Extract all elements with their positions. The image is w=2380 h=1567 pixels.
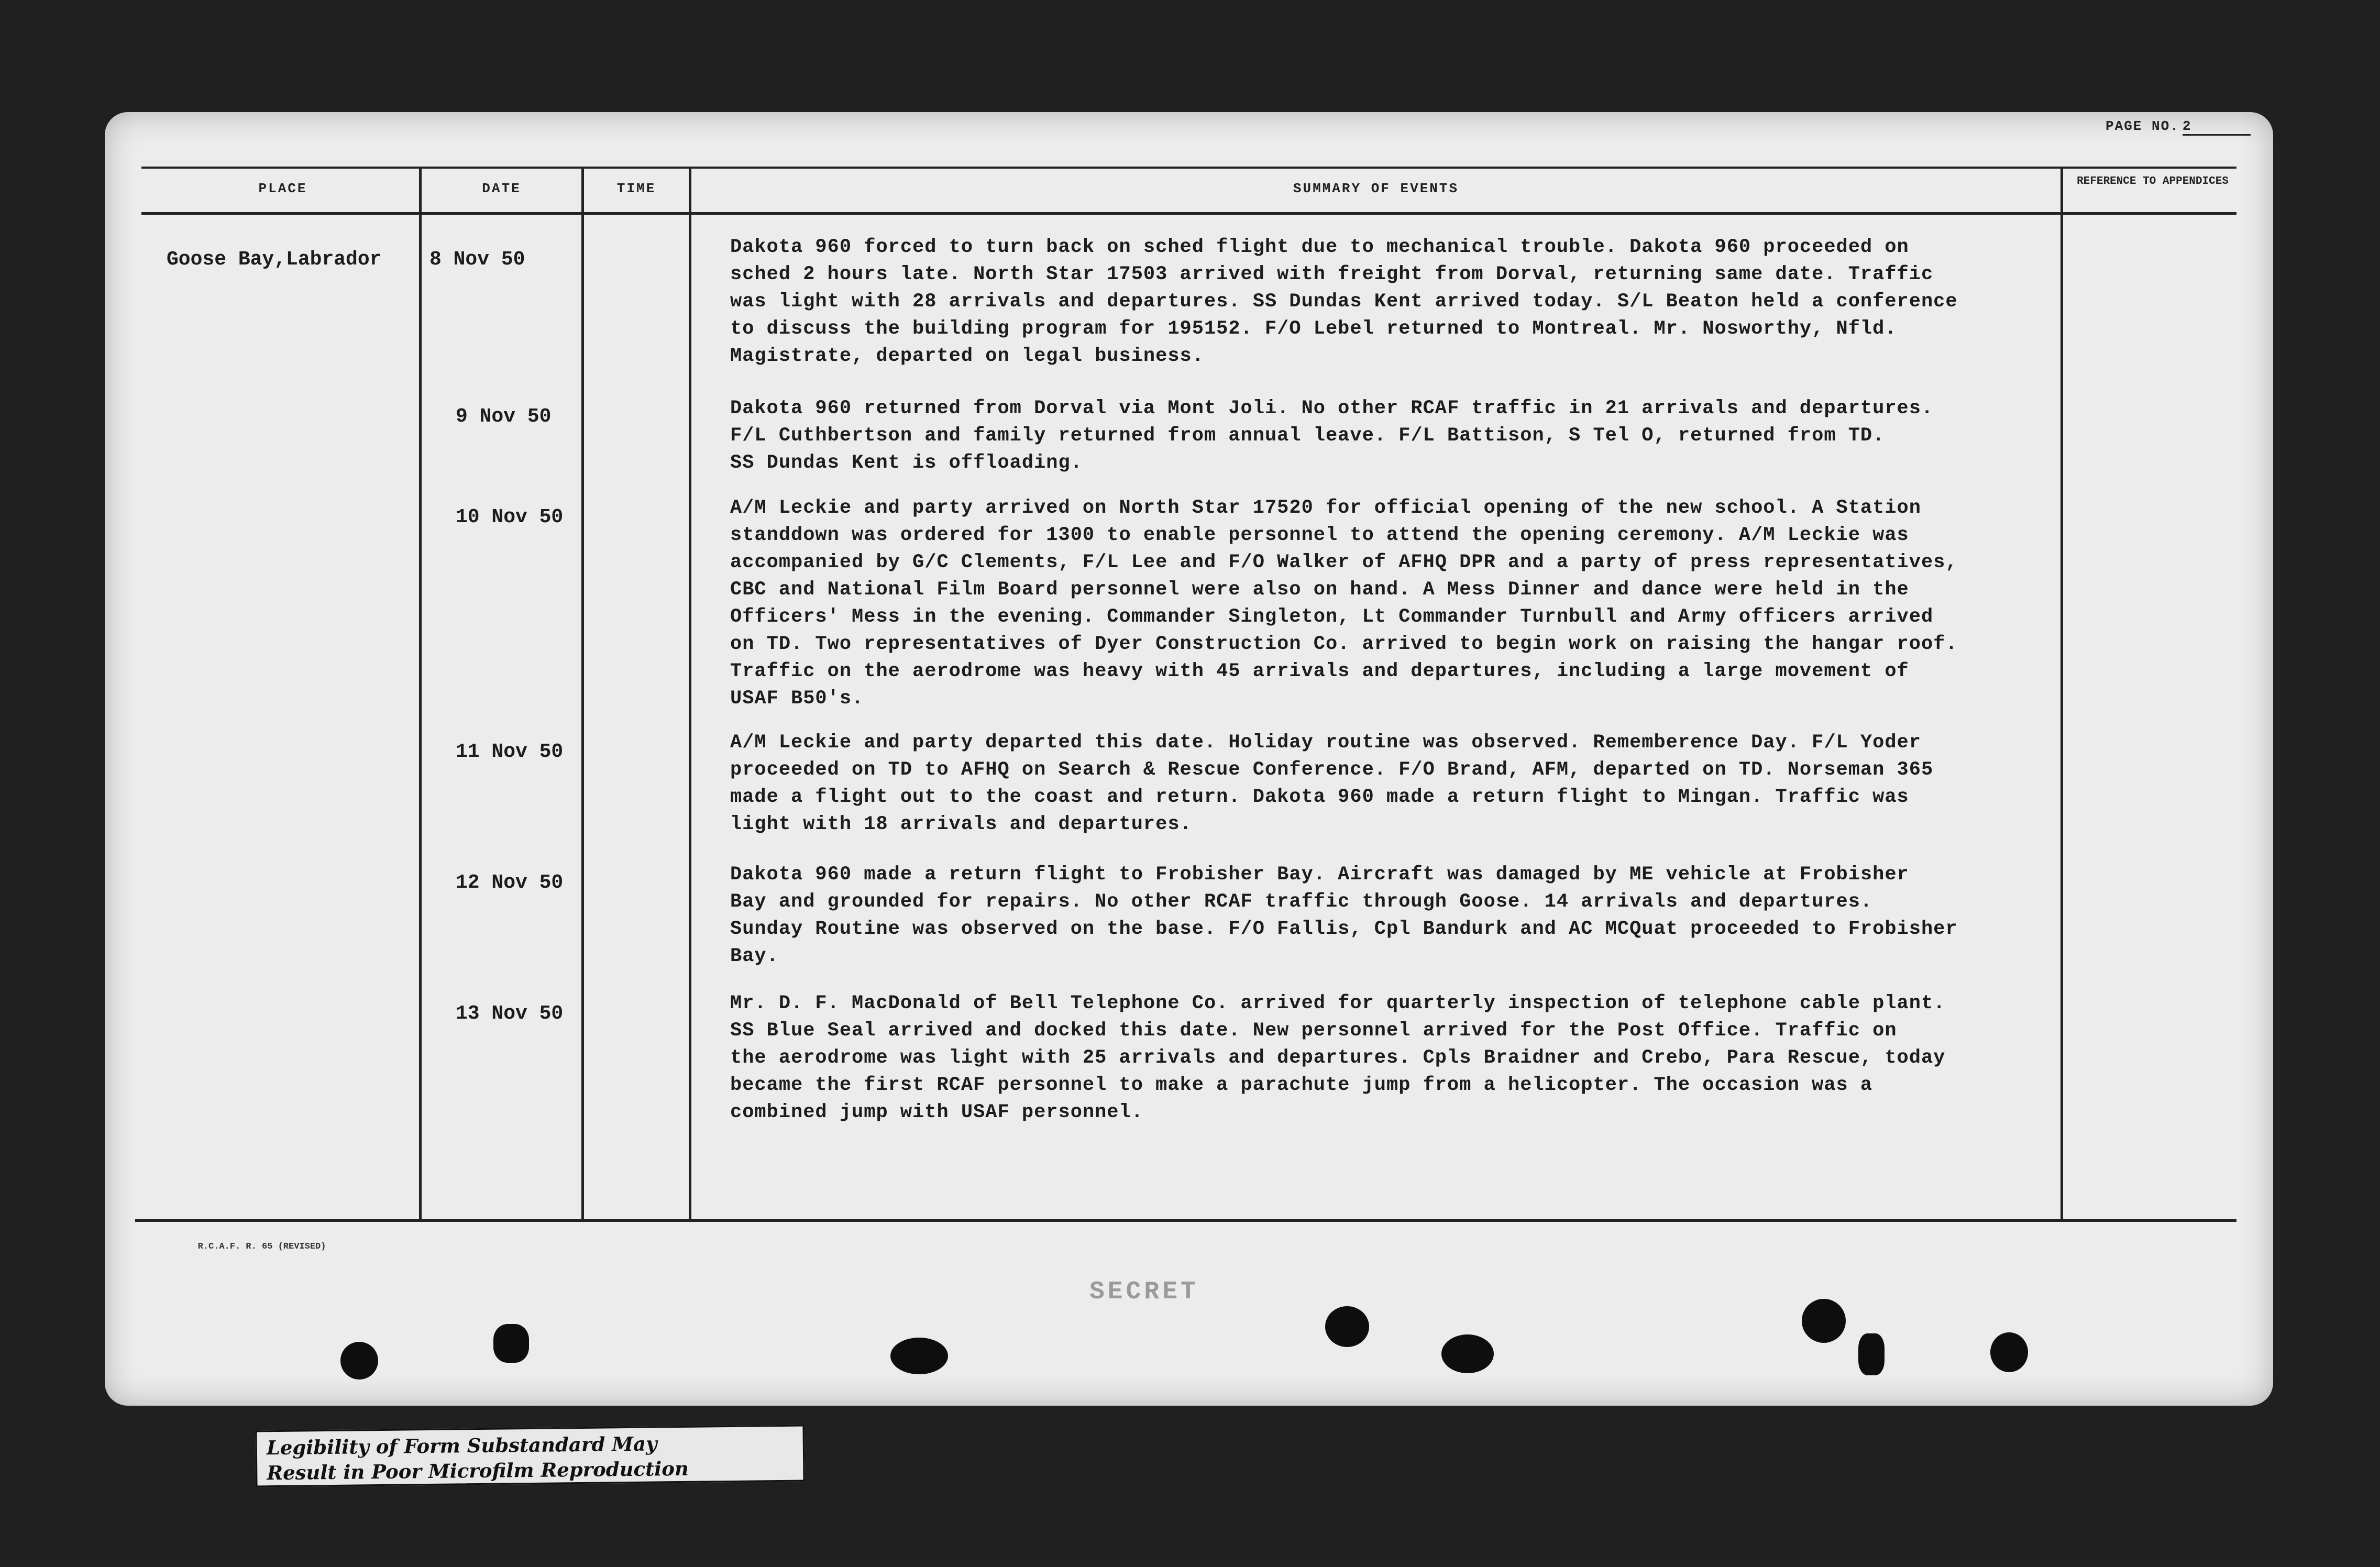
binder-hole bbox=[1990, 1332, 2028, 1372]
header-summary: SUMMARY OF EVENTS bbox=[1293, 181, 1459, 196]
entry-date: 8 Nov 50 bbox=[429, 248, 525, 271]
page-number-label: PAGE NO. bbox=[2106, 118, 2179, 134]
table-bottom-rule bbox=[135, 1219, 2236, 1222]
entry-summary: Dakota 960 returned from Dorval via Mont Joli. No other RCAF traffic in 21 arrivals and departures. F/L Cuthbertson and family returned from annual leave. F/L Battison, S Tel O, returned from TD. SS Dundas Kent is offloading. bbox=[730, 398, 1934, 474]
entry-summary: A/M Leckie and party arrived on North Star 17520 for official opening of the new school. A Station standdown was ordered for 1300 to enable personnel to attend the opening ceremony. A/M Leckie was accompanied by G/C Clements, F/L Lee and F/O Walker of AFHQ DPR and a party of press representatives, CBC and National Film Board personnel were also on hand. A Mess Dinner and dance were held in the Officers' Mess in the evening. Commander Singleton, Lt Commander Turnbull and Army officers arrived on TD. Two representatives of Dyer Construction Co. arrived to begin work on raising the hangar roof. Traffic on the aerodrome was heavy with 45 arrivals and departures, including a large movement of USAF B50's. bbox=[730, 497, 1958, 710]
header-date: DATE bbox=[482, 181, 521, 196]
entry-summary: Dakota 960 made a return flight to Frobisher Bay. Aircraft was damaged by ME vehicle at Frobisher Bay and grounded for repairs. No other RCAF traffic through Goose. 14 arrivals and departures. Sunday Routine was observed on the base. F/O Fallis, Cpl Bandurk and AC MCQuat proceeded to Frobisher Bay. bbox=[730, 864, 1958, 967]
binder-hole bbox=[493, 1324, 529, 1363]
binder-hole bbox=[340, 1342, 378, 1380]
legibility-note-line: Legibility of Form Substandard May bbox=[266, 1432, 657, 1460]
entry-date: 9 Nov 50 bbox=[456, 405, 552, 428]
time-summary-divider bbox=[689, 167, 691, 1222]
legibility-note bbox=[255, 1425, 805, 1487]
entry-date: 11 Nov 50 bbox=[456, 741, 564, 763]
form-identifier-line: R.C.A.F. R. 65 (REVISED) bbox=[197, 1242, 326, 1252]
legibility-note-line: Result in Poor Microfilm Reproduction bbox=[267, 1456, 689, 1485]
header-bottom-rule bbox=[141, 212, 2236, 215]
entry-date: 10 Nov 50 bbox=[456, 506, 564, 528]
header-time: TIME bbox=[616, 181, 656, 196]
entry-date: 13 Nov 50 bbox=[456, 1002, 564, 1025]
binder-hole bbox=[1858, 1333, 1885, 1375]
entry-date: 12 Nov 50 bbox=[456, 871, 564, 894]
entry-summary: A/M Leckie and party departed this date. Holiday routine was observed. Rememberence Day. F/L Yoder proceeded on TD to AFHQ on Search & Rescue Conference. F/O Brand, AFM, departed on TD. Norseman 365 made a flight out to the coast and return. Dakota 960 made a return flight to Mingan. Traffic was light with 18 arrivals and departures. bbox=[730, 732, 1934, 835]
binder-hole bbox=[1325, 1306, 1369, 1347]
table-top-rule bbox=[141, 167, 2236, 169]
binder-hole bbox=[1802, 1299, 1846, 1343]
binder-hole bbox=[1441, 1334, 1494, 1373]
header-place: PLACE bbox=[258, 181, 307, 196]
secret-stamp: SECRET bbox=[1089, 1278, 1199, 1306]
binder-hole bbox=[890, 1338, 948, 1374]
place-date-divider bbox=[419, 167, 422, 1222]
entry-summary: Mr. D. F. MacDonald of Bell Telephone Co. arrived for quarterly inspection of telephone cable plant. SS Blue Seal arrived and docked this date. New personnel arrived for the Post Office. Traffic on the aerodrome was light with 25 arrivals and departures. Cpls Braidner and Crebo, Para Rescue, today became the first RCAF personnel to make a parachute jump from a helicopter. The occasion was a combined jump with USAF personnel. bbox=[730, 992, 1946, 1123]
form-identifier bbox=[152, 1241, 372, 1253]
page-number-value: 2 bbox=[2183, 118, 2251, 136]
page-number bbox=[2106, 118, 2251, 136]
date-time-divider bbox=[581, 167, 584, 1222]
entry-summary: Dakota 960 forced to turn back on sched flight due to mechanical trouble. Dakota 960 proceeded on sched 2 hours late. North Star 17503 arrived with freight from Dorval, returning same date. Traffic was light with 28 arrivals and departures. SS Dundas Kent arrived today. S/L Beaton held a conference to discuss the building program for 195152. F/O Lebel returned to Montreal. Mr. Nosworthy, Nfld. Magistrate, departed on legal business. bbox=[730, 236, 1958, 367]
place-cell: Goose Bay,Labrador bbox=[167, 248, 382, 271]
header-reference: REFERENCE TO APPENDICES bbox=[2077, 175, 2229, 187]
